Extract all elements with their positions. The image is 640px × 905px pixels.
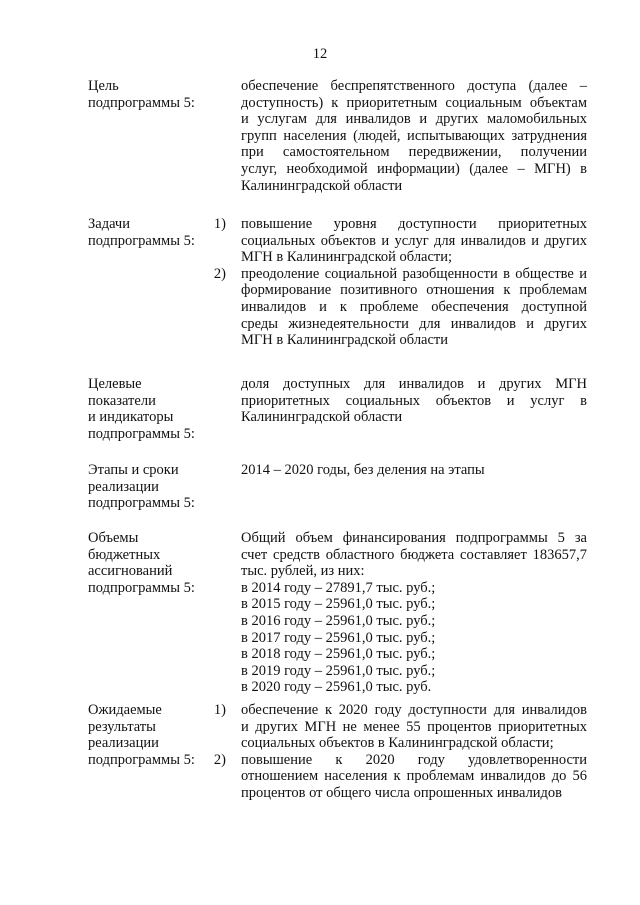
- text-line: счет средств областного бюджета составляет 183657,7: [241, 546, 587, 563]
- text-line: преодоление социальной разобщенности в обществе и: [241, 265, 587, 282]
- label-line: подпрограммы 5:: [88, 232, 195, 249]
- text-line: в 2017 году – 25961,0 тыс. руб.;: [241, 629, 436, 646]
- text-line: услуг, необходимой информации) (далее – МГН) в: [241, 160, 587, 177]
- text-line: групп населения (людей, испытывающих затруднения: [241, 127, 587, 144]
- text-line: 2014 – 2020 годы, без деления на этапы: [241, 462, 485, 478]
- task-2-number: 2): [213, 266, 226, 282]
- row-tasks-label: [88, 216, 212, 249]
- result-2-number: 2): [213, 752, 226, 768]
- label-line: подпрограммы 5:: [88, 425, 195, 442]
- label-line: Объемы: [88, 530, 139, 546]
- text-line: Калининградской области: [241, 177, 403, 194]
- text-line: МГН в Калининградской области: [241, 332, 449, 349]
- label-line: результаты: [88, 718, 156, 735]
- text-line: в 2019 году – 25961,0 тыс. руб.;: [241, 662, 436, 679]
- row-indicators-label: [88, 376, 212, 442]
- label-line: реализации: [88, 735, 159, 752]
- task-1: [241, 216, 587, 266]
- text-line: процентов от общего числа опрошенных инвалидов: [241, 784, 563, 801]
- text-line: обеспечение к 2020 году доступности для инвалидов: [241, 702, 587, 718]
- text-line: и других МГН не менее 55 процентов приоритетных: [241, 718, 587, 735]
- text-line: социальных объектов и услуг для инвалидов и других: [241, 232, 587, 249]
- text-line: в 2020 году – 25961,0 тыс. руб.: [241, 679, 432, 696]
- label-line: Целевые: [88, 376, 142, 392]
- row-budget-label: [88, 530, 212, 596]
- text-line: среды жизнедеятельности для инвалидов и других: [241, 315, 587, 332]
- text-line: доля доступных для инвалидов и других МГН: [241, 376, 587, 392]
- page-number: 12: [312, 46, 328, 62]
- text-line: формирование позитивного отношения к проблемам: [241, 282, 587, 299]
- label-line: подпрограммы 5:: [88, 751, 195, 768]
- text-line: повышение к 2020 году удовлетворенности: [241, 751, 587, 768]
- text-line: в 2018 году – 25961,0 тыс. руб.;: [241, 646, 436, 663]
- text-line: в 2015 году – 25961,0 тыс. руб.;: [241, 596, 436, 613]
- label-line: Цель: [88, 78, 119, 94]
- text-line: в 2014 году – 27891,7 тыс. руб.;: [241, 579, 436, 596]
- row-goal-label: [88, 78, 212, 111]
- result-1: [241, 702, 587, 752]
- row-indicators-text: [241, 376, 587, 426]
- text-line: инвалидов и к проблеме обеспечения доступной: [241, 298, 587, 315]
- task-1-number: 1): [213, 216, 226, 232]
- label-line: Задачи: [88, 216, 130, 232]
- row-results-text: [241, 702, 587, 802]
- text-line: МГН в Калининградской области;: [241, 249, 453, 266]
- text-line: в 2016 году – 25961,0 тыс. руб.;: [241, 612, 436, 629]
- label-line: и индикаторы: [88, 409, 174, 426]
- result-1-number: 1): [213, 702, 226, 718]
- text-line: Общий объем финансирования подпрограммы 5 за: [241, 530, 587, 546]
- row-stages-label: [88, 462, 212, 512]
- label-line: Этапы и сроки: [88, 462, 179, 478]
- label-line: ассигнований: [88, 563, 173, 580]
- row-stages-text: [241, 462, 587, 479]
- label-line: показатели: [88, 392, 156, 409]
- label-line: бюджетных: [88, 546, 161, 563]
- text-line: обеспечение беспрепятственного доступа (далее –: [241, 78, 587, 94]
- row-results-label: [88, 702, 212, 768]
- text-line: Калининградской области: [241, 409, 403, 426]
- text-line: социальных объектов в Калининградской области;: [241, 735, 554, 752]
- row-goal-text: [241, 78, 587, 194]
- row-budget-text: [241, 530, 587, 696]
- label-line: Ожидаемые: [88, 702, 162, 718]
- label-line: подпрограммы 5:: [88, 94, 195, 111]
- text-line: доступность) к приоритетным социальным объектам: [241, 94, 587, 111]
- label-line: подпрограммы 5:: [88, 495, 195, 512]
- text-line: тыс. рублей, из них:: [241, 563, 365, 580]
- row-tasks-text: [241, 216, 587, 349]
- text-line: при самостоятельном передвижении, получении: [241, 144, 587, 161]
- text-line: отношением населения к проблемам инвалидов до 56: [241, 768, 587, 785]
- result-2: [241, 752, 587, 802]
- label-line: реализации: [88, 478, 159, 495]
- text-line: приоритетных социальных объектов и услуг в: [241, 392, 587, 409]
- label-line: подпрограммы 5:: [88, 579, 195, 596]
- text-line: и услугам для инвалидов и других маломобильных: [241, 111, 587, 128]
- text-line: повышение уровня доступности приоритетных: [241, 216, 587, 232]
- task-2: [241, 266, 587, 349]
